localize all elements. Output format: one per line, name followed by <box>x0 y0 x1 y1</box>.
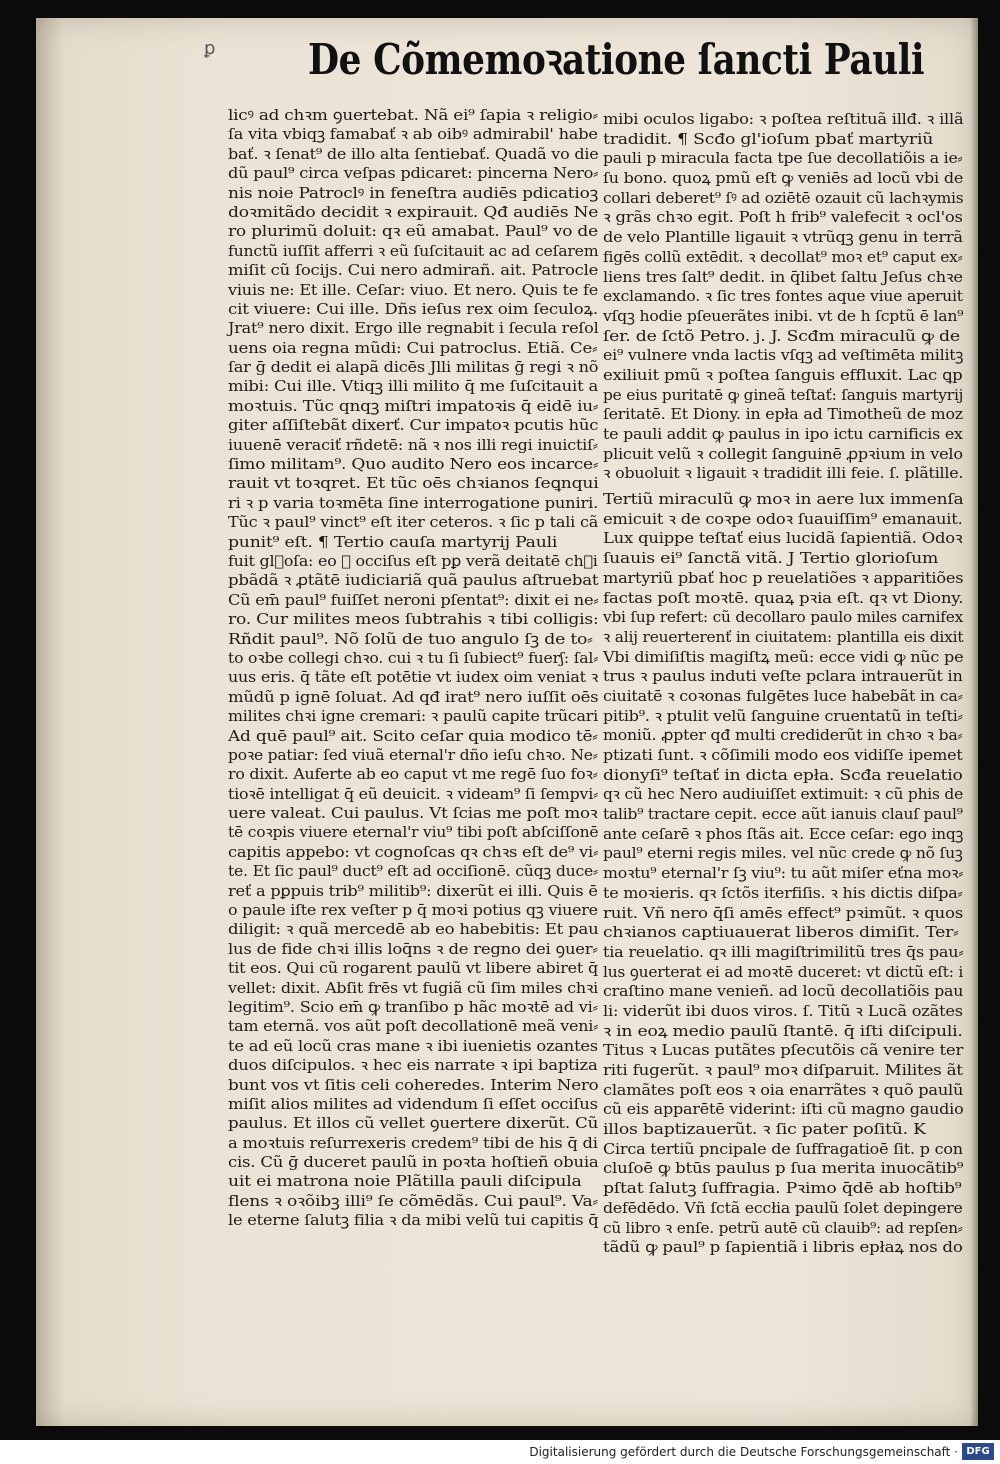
text-line: emicuit ꝛ de coꝛpe odoꝛ ſuauiſſim⁹ emanauit. <box>603 509 963 528</box>
text-line: Rñdit paul⁹. Nõ ſolũ de tuo angulo ſꝫ de to⸗ <box>228 629 593 648</box>
text-line: collari deberet⁹ ſꝰ ad oziētē ozauit cũ lachꝛymis <box>603 188 964 207</box>
text-line: ſar ḡ dedit ei alapã dicēs Jlli militas ḡ regi ꝛ nõ <box>228 358 599 377</box>
text-line: talib⁹ tractare cepit. ecce aũt ianuis clauſ paul⁹ <box>603 805 963 824</box>
text-column-right <box>603 110 963 1258</box>
text-line: Circa tertiũ pncipale de ſuffragatioē ſit. p con <box>603 1139 963 1158</box>
text-line: milites chꝛi igne cremari: ꝛ paulũ capite trũcari <box>228 707 598 726</box>
text-line: tit eos. Qui cũ rogarent paulũ vt libere abiret q̄ <box>228 959 598 978</box>
text-line: licꝰ ad chꝛm ꝯuertebat. Nã ei⁹ ſapia ꝛ religio⸗ <box>228 106 598 124</box>
text-line: flens ꝛ oꝛõibꝫ illi⁹ ſe cõmēdãs. Cui paul⁹. Va⸗ <box>228 1191 598 1210</box>
text-line: moniũ. ꝓpter qđ multi crediderũt in chꝛo ꝛ ba⸗ <box>603 726 963 745</box>
text-line: trus ꝛ paulus induti veſte pclara intrauerũt in <box>603 667 963 686</box>
text-line: tioꝛē intelligat q̄ eũ deuicit. ꝛ videam⁹ ſi ſempvi⸗ <box>228 784 599 803</box>
text-line: ꝛ grãs chꝛo egit. Poſt h frib⁹ valefecit ꝛ ocl'os <box>603 208 963 227</box>
text-line: martyriũ pbať hoc p reuelatiões ꝛ apparitiões <box>603 568 964 587</box>
text-line: pauli p miracula facta tpe ſue decollatiõis a ie⸗ <box>603 149 963 168</box>
text-line: uus eris. q̄ tãte eſt potētie vt iudex oim veniat ꝛ <box>228 668 599 687</box>
text-line: mibi oculos ligabo: ꝛ poſtea reſtituã illđ. ꝛ illã <box>603 110 964 128</box>
text-line: cluſoē ꝙ btūs paulus p ſua merita inuocãtib⁹ <box>603 1159 964 1178</box>
text-line: uens oia regna mũdi: Cui patroclus. Etiã. Ce⸗ <box>228 338 598 357</box>
dfg-logo: DFG <box>962 1443 994 1460</box>
text-line: uit ei matrona noie Plãtilla pauli diſcipula <box>228 1172 582 1191</box>
text-line: capitis appebo: vt cognoſcas qꝛ chꝛs eſt de⁹ vi⸗ <box>228 842 599 861</box>
text-line: punit⁹ eſt. ¶ Tertio cauſa martyrij Pauli <box>228 532 558 551</box>
text-line: exiliuit pmũ ꝛ poſtea ſanguis effluxit. Lac ꝗp <box>603 365 963 384</box>
text-line: nis noie Patroclꝰ in feneſtra audiēs pdicatioꝫ <box>228 183 599 202</box>
text-line: liens tres ſalt⁹ dedit. in q̄libet ſaltu Jeſus chꝛe <box>603 267 963 286</box>
text-line: cis. Cũ ḡ duceret paulũ in poꝛta hoſtieñ obuia <box>228 1153 599 1172</box>
text-line: doꝛmitãdo decidit ꝛ expirauit. Qđ audiēs Ne <box>228 202 599 221</box>
running-head-title: De Cõmemoꝛatione ſancti Pauli <box>308 35 925 84</box>
text-line: reť a pꝑpuis trib⁹ militib⁹: dixerũt ei illi. Quis ē <box>228 881 598 900</box>
text-line: figēs collũ extēdit. ꝛ decollat⁹ moꝛ et⁹ caput ex⸗ <box>603 247 963 266</box>
text-line: ſa vita vbiqꝫ famabať ꝛ ab oibꝰ admirabil' habe <box>228 125 598 144</box>
text-line: cũ libro ꝛ enſe. petrũ autē cũ clauib⁹: ad repſen⸗ <box>603 1218 963 1237</box>
text-line: ri ꝛ p varia toꝛmēta ſine interrogatione puniri. <box>228 493 599 512</box>
text-line: vellet: dixit. Abſit frēs vt fugiã cũ ſim miles chꝛi <box>228 978 599 997</box>
footer-credit: Digitalisierung gefördert durch die Deutsche Forschungsgemeinschaft · <box>529 1445 958 1459</box>
text-line: miſit cũ ſocijs. Cui nero admirañ. ait. Patrocle <box>228 261 599 280</box>
text-line: ꝛ alij reuerterenť in ciuitatem: plantilla eis dixit <box>603 627 964 646</box>
text-line: ro. Cur milites meos ſubtrahis ꝛ tibi colligis: <box>228 610 599 629</box>
text-line: ꝛ obuoluit ꝛ ligauit ꝛ tradidit illi feie. ſ. plãtille. <box>603 464 964 483</box>
text-line: Tertiũ miraculũ ꝙ moꝛ in aere lux immenſa <box>603 490 964 509</box>
text-line: tē coꝛpis viuere eternal'r viu⁹ tibi poſt abſciſſonē <box>228 823 599 842</box>
page-edge-shadow <box>970 18 978 1426</box>
text-line: riti fugerũt. ꝛ paul⁹ moꝛ diſparuit. Milites ãt <box>603 1061 963 1079</box>
text-line: craſtino mane venieñ. ad locũ decollatiõis pau <box>603 982 964 1001</box>
text-line: mũdũ p ignē ſoluat. Ad qđ irat⁹ nero iuſſit oēs <box>228 687 599 706</box>
text-line: ſeritatē. Et Diony. in epła ad Timotheũ de moz <box>603 405 963 424</box>
book-page <box>36 18 978 1426</box>
text-line: ꝛ in eoꝝ medio paulũ ſtantē. q̄ iſti diſcipuli. <box>603 1021 963 1040</box>
text-line: giter aſſiſtebãt dixerť. Cur impatoꝛ pcutis hũc <box>228 416 599 435</box>
text-line: ptizati ſunt. ꝛ cõſimili modo eos vidiſſe ipemet <box>603 746 963 764</box>
text-line: uere valeat. Cui paulus. Vt ſcias me poſt moꝛ <box>228 804 598 823</box>
text-line: ſer. de ſctõ Petro. j. J. Scđm miraculũ ꝙ de <box>603 326 960 345</box>
text-line: exclamando. ꝛ ſic tres fontes aque viue aperuit <box>603 287 963 306</box>
text-line: factas poſt moꝛtē. quaꝝ pꝛia eſt. qꝛ vt Diony. <box>603 588 964 607</box>
text-line: legitim⁹. Scio em̄ ꝙ tranſibo p hãc moꝛtē ad vi⸗ <box>228 997 598 1016</box>
text-line: cit viuere: Cui ille. Dñs ieſus rex oim ſeculoꝝ. <box>228 299 598 318</box>
text-line: Jrat⁹ nero dixit. Ergo ille regnabit i ſecula reſol <box>228 319 599 338</box>
text-line: dionyſi⁹ teſtať in dicta epła. Scđa reuelatio <box>603 765 963 784</box>
text-line: clamãtes poſt eos ꝛ oia enarrãtes ꝛ quõ paulũ <box>603 1080 964 1099</box>
text-line: tam eternã. vos aũt poſt decollationē meã veni⸗ <box>228 1017 599 1036</box>
text-line: Vbi dimiſiſtis magiſtꝝ meũ: ecce vidi ꝙ nũc pe <box>603 647 964 666</box>
text-line: Titus ꝛ Lucas putãtes pſecutõis cã venire ter <box>603 1041 964 1060</box>
text-line: ſu bono. quoꝝ pmũ eſt ꝙ veniēs ad locũ vbi de <box>603 169 964 188</box>
text-line: ſuauis ei⁹ ſanctã vitã. J Tertio glorioſum <box>603 549 939 568</box>
text-line: Tũc ꝛ paul⁹ vinct⁹ eſt iter ceteros. ꝛ ſic p tali cã <box>228 513 599 532</box>
text-line: vbi ſup refert: cũ decollaro paulo miles carnifex <box>603 608 963 627</box>
text-line: o paule iſte rex veſter p q̄ moꝛi potius qꝫ viuere <box>228 901 598 920</box>
text-line: ciuitatē ꝛ coꝛonas fulgētes luce habebãt in ca⸗ <box>603 686 963 705</box>
text-line: chꝛianos captiuauerat liberos dimiſit. Ter⸗ <box>603 923 959 942</box>
text-line: fuit glᷓoſa: eo ꝙ occiſus eſt pꝑ verã deitatē chꝛi <box>228 551 598 570</box>
text-line: iuuenē veraciť rñdetē: nã ꝛ nos illi regi inuictiſ⸗ <box>228 435 598 454</box>
text-line: rauit vt toꝛqret. Et tũc oēs chꝛianos ſeꝗnqui <box>228 474 599 493</box>
text-line: a moꝛtuis reſurrexeris credem⁹ tibi de his q̄ di <box>228 1133 598 1152</box>
text-line: moꝛtu⁹ eternal'r ſꝫ viu⁹: tu aũt miſer eťna moꝛ⸗ <box>603 864 964 883</box>
text-line: ruit. Vñ nero q̄ſi amēs effect⁹ pꝛimũt. ꝛ quos <box>603 903 964 922</box>
text-line: tia reuelatio. qꝛ illi magiſtrimilitũ tres q̄s pau⸗ <box>603 942 964 961</box>
text-line: duos diſcipulos. ꝛ hec eis narrate ꝛ ipi baptiza <box>228 1056 598 1075</box>
text-line: tãdũ ꝙ paul⁹ p ſapientiã i libris epłaꝝ nos do <box>603 1238 963 1257</box>
text-line: te. Et ſic paul⁹ duct⁹ eſt ad occiſionē. cũqꝫ duce⸗ <box>228 862 599 881</box>
text-line: to oꝛbe collegi chꝛo. cui ꝛ tu ſi ſubiect⁹ fuerʃ: ſal⸗ <box>228 648 599 667</box>
text-line: Cũ em̄ paul⁹ fuiſſet neroni pſentat⁹: dixit ei ne⸗ <box>228 590 599 609</box>
text-line: ante ceſarē ꝛ phos ſtãs ait. Ecce ceſar: ego inqꝫ <box>603 824 964 843</box>
text-line: ro dixit. Auferte ab eo caput vt me regē ſuo foꝛ⸗ <box>228 765 598 784</box>
text-line: lus ꝯuerterat ei ad moꝛtē duceret: vt dictũ eſt: i <box>603 962 964 981</box>
text-line: bunt vos vt ſitis celi coheredes. Interim Nero <box>228 1075 599 1094</box>
text-line: bať. ꝛ ſenat⁹ de illo alta ſentiebať. Quadã vo die <box>228 144 599 163</box>
text-line: cũ eis apparētē viderint: iſti cũ magno gaudio <box>603 1100 964 1119</box>
text-line: miſit alios milites ad videndum ſi eſſet occiſus <box>228 1094 598 1113</box>
text-line: diligit: ꝛ quã mercedē ab eo habebitis: Et pau <box>228 920 599 939</box>
text-line: mibi: Cui ille. Vtiqꝫ illi milito q̄ me ſuſcitauit a <box>228 377 599 396</box>
text-line: poꝛe patiar: ſed viuã eternal'r dño ieſu chꝛo. Ne⸗ <box>228 745 598 764</box>
text-line: viuis ne: Et ille. Ceſar: viuo. Et nero. Quis te fe <box>228 280 599 299</box>
text-line: ro plurimũ doluit: qꝛ eũ amabat. Paul⁹ vo de <box>228 222 598 241</box>
text-line: de velo Plantille ligauit ꝛ vtrũqꝫ genu in terrã <box>603 228 963 247</box>
text-line: te ad eũ locũ cras mane ꝛ ibi iuenietis ozantes <box>228 1036 598 1055</box>
text-line: pſtat ſalutꝫ ſuffragia. Pꝛimo q̄dē ab hoſtib⁹ <box>603 1179 962 1198</box>
text-line: pbãdã ꝛ ꝓtãtē iudiciariã quã paulus aſtruebat <box>228 571 599 590</box>
text-line: Lux quippe teſtať eius lucidã ſapientiã. Odoꝛ <box>603 529 963 548</box>
text-line: te moꝛieris. qꝛ ſctõs iterfiſis. ꝛ his dictis diſpa⸗ <box>603 883 963 902</box>
text-line: illos baptizauerũt. ꝛ ſic pater poſitũ. K <box>603 1120 926 1139</box>
digitization-footer <box>0 1440 1000 1464</box>
text-line: lus de fide chꝛi illis loq̄ns ꝛ de regno dei ꝯuer⸗ <box>228 939 598 958</box>
text-line: qꝛ cũ hec Nero audiuiſſet extimuit: ꝛ cũ phis de <box>603 785 964 804</box>
folio-mark: ꝑ <box>204 38 217 59</box>
text-line: ſimo militam⁹. Quo audito Nero eos incarce⸗ <box>228 455 599 474</box>
text-line: pe eius puritatē ꝙ gineã teſtať: ſanguis martyrij <box>603 385 964 404</box>
text-line: Ad quē paul⁹ ait. Scito ceſar quia modico tē⸗ <box>228 726 598 745</box>
text-line: te pauli addit ꝙ paulus in ipo ictu carnificis ex <box>603 425 963 443</box>
text-line: functũ iuſſit afferri ꝛ eũ ſuſcitauit ac ad ceſarem <box>228 241 599 260</box>
text-line: paul⁹ eterni regis miles. vel nũc crede ꝙ nõ ſuꝫ <box>603 844 963 863</box>
text-line: vſqꝫ hodie pſeuerãtes inibi. vt de h ſcptũ ē lan⁹ <box>603 306 964 325</box>
text-line: le eterne ſalutꝫ filia ꝛ da mibi velũ tui capitis q̄ <box>228 1211 599 1230</box>
text-line: li: viderũt ibi duos viros. ſ. Titũ ꝛ Lucã ozãtes <box>603 1001 963 1020</box>
text-line: dũ paul⁹ circa veſpas pdicaret: pincerna Nero⸗ <box>228 164 599 183</box>
text-line: tradidit. ¶ Scđo gl'ioſum pbať martyriũ <box>603 129 934 148</box>
text-line: plicuit velũ ꝛ collegit ſanguinē ꝓpꝛium in velo <box>603 444 963 463</box>
text-line: moꝛtuis. Tũc qnqꝫ miſtri impatoꝛis q̄ eidē iu⸗ <box>228 396 599 415</box>
text-line: defēdēdo. Vñ ſctã eccłia paulũ ſolet depingere <box>603 1198 963 1217</box>
text-column-left <box>228 106 598 1231</box>
text-line: paulus. Et illos cũ vellet ꝯuertere dixerũt. Cũ <box>228 1114 599 1133</box>
text-line: ei⁹ vulnere vnda lactis vſqꝫ ad veſtimēta militꝫ <box>603 346 964 365</box>
text-line: pitib⁹. ꝛ ptulit velũ ſanguine cruentatũ in teſti⸗ <box>603 706 963 725</box>
